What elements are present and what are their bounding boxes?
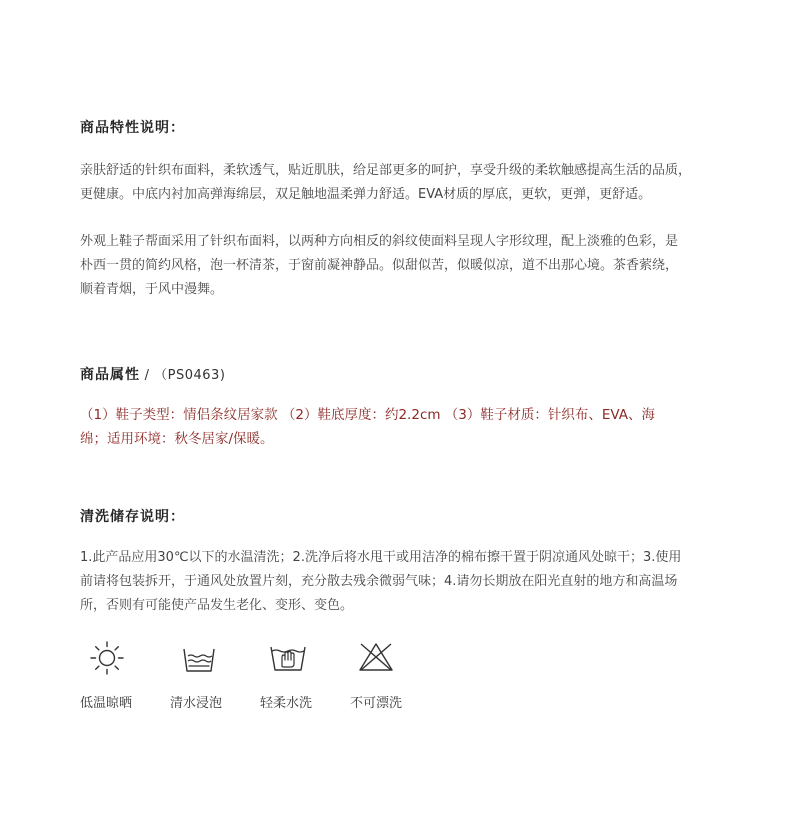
care-label: 低温晾晒 [80, 696, 133, 711]
care-label: 清水浸泡 [170, 696, 223, 711]
care-item-sun [80, 638, 150, 711]
care-item-no-bleach [350, 638, 420, 711]
care-title [80, 506, 185, 526]
care-paragraph-line: 1.此产品应用30℃以下的水温清洗；2.洗净后将水甩干或用洁净的棉布擦干置于阴凉通风处晾干；3.使用 [80, 550, 682, 565]
care-paragraph-line: 前请将包装拆开，于通风处放置片刻，充分散去残余微弱气味；4.请勿长期放在阳光直射的地方和高温场 [80, 574, 678, 589]
care-label: 轻柔水洗 [260, 696, 313, 711]
attributes-line: 绵；适用环境：秋冬居家/保暖。 [80, 431, 274, 447]
features-paragraph-2-line: 外观上鞋子帮面采用了针织布面料，以两种方向相反的斜纹使面料呈现人字形纹理，配上淡雅的色彩，是 [80, 234, 679, 249]
care-paragraph-line: 所，否则有可能使产品发生老化、变形、变色。 [80, 598, 354, 613]
features-paragraph-1-line: 更健康。中底内衬加高弹海绵层，双足触地温柔弹力舒适。EVA材质的厚底，更软，更弹，更舒适。 [80, 187, 652, 202]
features-title-text: 商品特性说明： [80, 120, 185, 136]
care-item-hand-wash [260, 638, 330, 711]
features-paragraph-2-line: 顺着青烟，于风中漫舞。 [80, 282, 224, 297]
care-paragraph [80, 546, 720, 618]
care-label: 不可漂洗 [350, 696, 403, 711]
sun-icon [87, 638, 127, 678]
water-basin-icon [179, 638, 219, 678]
features-paragraph-1-line: 亲肤舒适的针织布面料，柔软透气，贴近肌肤，给足部更多的呵护，享受升级的柔软触感提高生活的品质， [80, 163, 692, 178]
attributes-title [80, 364, 225, 384]
features-paragraph-1 [80, 159, 720, 207]
attributes-line: （1）鞋子类型：情侣条纹居家款 （2）鞋底厚度：约2.2cm （3）鞋子材质：针织布、EVA、海 [80, 407, 656, 423]
care-item-soak [170, 638, 240, 711]
care-title-text: 清洗储存说明： [80, 509, 185, 525]
attributes-code: / （PS0463) [140, 368, 226, 383]
care-icons-row [80, 638, 440, 728]
features-paragraph-2 [80, 230, 720, 302]
features-title [80, 117, 185, 137]
features-paragraph-2-line: 朴西一贯的简约风格，泡一杯清茶，于窗前凝神静品。似甜似苦，似暖似凉，道不出那心境。茶香萦绕， [80, 258, 679, 273]
no-bleach-icon [356, 638, 396, 678]
attributes-details [80, 403, 720, 451]
hand-wash-icon [268, 638, 308, 678]
attributes-title-text: 商品属性 [80, 367, 140, 383]
